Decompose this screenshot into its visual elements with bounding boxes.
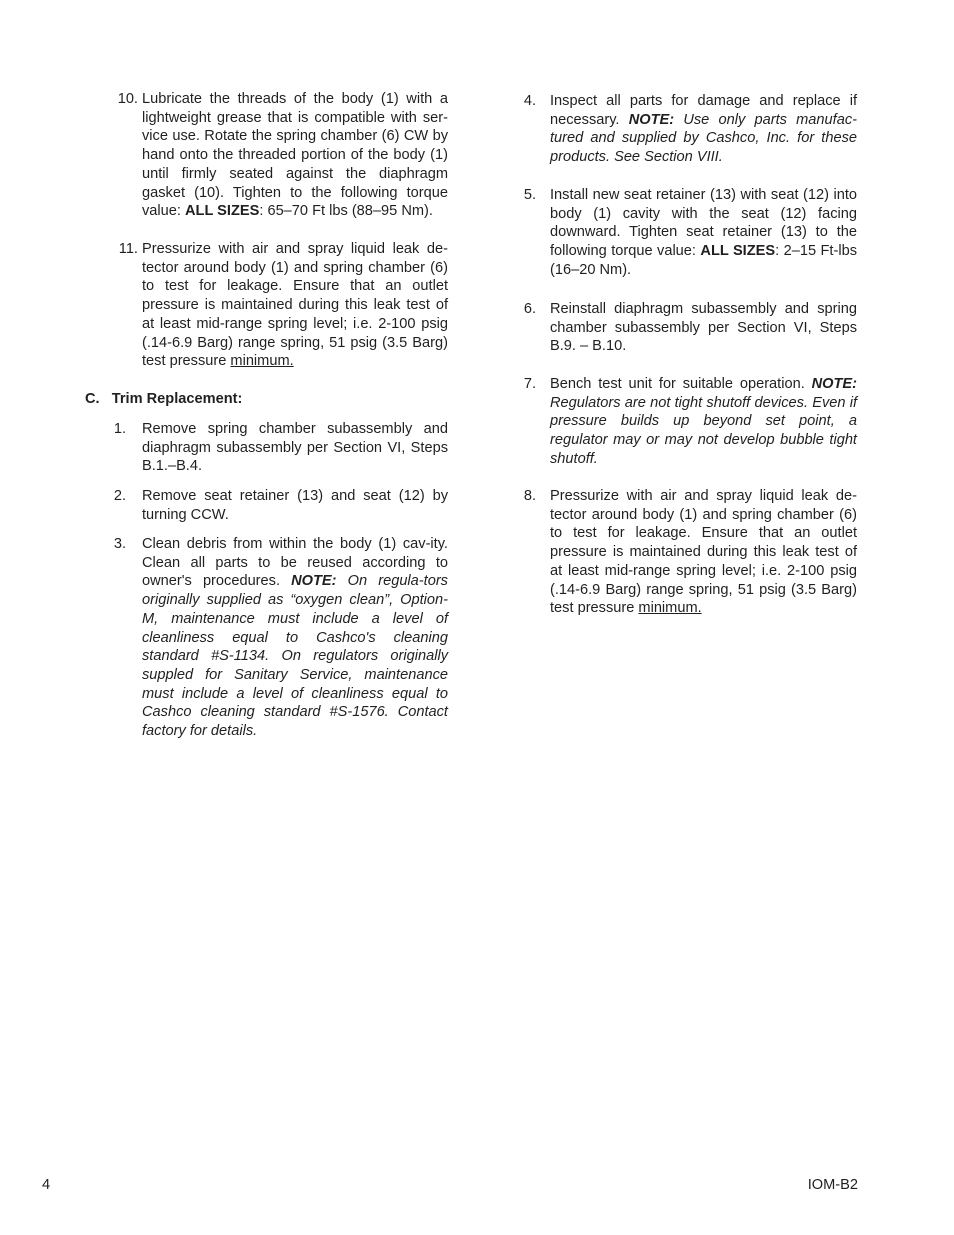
document-code: IOM-B2 [807,1177,858,1193]
note-label-run: NOTE: [291,573,337,590]
text-run: Inspect all parts for damage and replace if necessary. [550,93,857,128]
text-run: Reinstall diaphragm subassembly and spring chamber subassembly per Section VI, Steps B.9. – B.10. [550,301,857,355]
item-text [142,420,448,476]
italic-run: Regulators are not tight shutoff devices. Even if pressure builds up beyond set point, a regulator may or may not develop bubble tight shutoff. [550,394,857,467]
underline-run: minimum. [230,353,294,370]
text-run: Install new seat retainer (13) with seat (12) into body (1) cavity with the seat (12) facing downward. Tighten seat retainer (13) to the following torque value: [550,187,857,260]
section-heading-trim-replacement: C. Trim Replacement: [85,391,243,407]
item-text [142,535,448,741]
item-text [550,487,857,618]
page-number: 4 [42,1177,51,1193]
item-text [142,240,448,371]
item-number: 8. [523,488,536,504]
note-label-run: NOTE: [628,111,675,128]
bold-run: ALL SIZES [185,203,260,220]
italic-run: Use only parts manufac-tured and supplied by Cashco, Inc. for these products. See Section VIII. [550,111,857,166]
text-run: Clean debris from within the body (1) cav-ity. Clean all parts to be reused according to owner's procedures. [142,536,448,590]
text-run: Pressurize with air and spray liquid leak de-tector around body (1) and spring chamber (6) to test for leakage. Ensure that an outlet pressure is maintained during this leak test of at least mid-range spring level; i.e. 2-100 psig (.14-6.9 Barg) range spring, 51 psig (3.5 Barg) test pressure [142,241,448,370]
text-run: Lubricate the threads of the body (1) with a lightweight grease that is compatible with ser-vice use. Rotate the spring chamber (6) CW by hand onto the threaded portion of the body (1) until firmly seated against the diaphragm gasket (10). Tighten to the following torque value: [142,91,448,220]
bold-run: ALL SIZES [700,243,776,260]
item-number: 6. [523,301,536,317]
note-label-run: NOTE: [811,376,857,392]
text-run: Pressurize with air and spray liquid leak de-tector around body (1) and spring chamber (6) to test for leakage. Ensure that an outlet pressure is maintained during this leak test of at least mid-range spring level; i.e. 2-100 psig (.14-6.9 Barg) range spring, 51 psig (3.5 Barg) test pressure [550,488,857,617]
item-number: 11. [118,241,138,257]
text-run: : 65–70 Ft lbs (88–95 Nm). [259,203,433,220]
item-number: 5. [523,187,536,203]
italic-run: On regula-tors originally supplied as “oxygen clean”, Option-M, maintenance must include a level of cleanliness equal to Cashco's cleaning standard #S-1134. On regulators originally suppled for Sanitary Service, maintenance must include a level of cleanliness equal to Cashco cleaning standard #S-1576. Contact factory for details. [142,573,448,740]
item-number: 1. [113,421,126,437]
item-number: 4. [523,93,536,109]
item-text [550,92,857,167]
underline-run: minimum. [638,600,702,617]
text-run: Bench test unit for suitable operation. [550,376,812,392]
item-text [550,186,857,280]
item-text [550,375,857,469]
text-run: Remove spring chamber subassembly and diaphragm subassembly per Section VI, Steps B.1.–B.4. [142,421,448,475]
item-number: 10. [117,91,138,107]
item-number: 3. [113,536,126,552]
item-text [142,487,448,524]
item-number: 7. [523,376,536,392]
item-number: 2. [113,488,126,504]
text-run: Remove seat retainer (13) and seat (12) by turning CCW. [142,488,448,523]
item-text [142,90,448,221]
item-text [550,300,857,356]
text-run: : 2–15 Ft-lbs (16–20 Nm). [550,243,857,278]
